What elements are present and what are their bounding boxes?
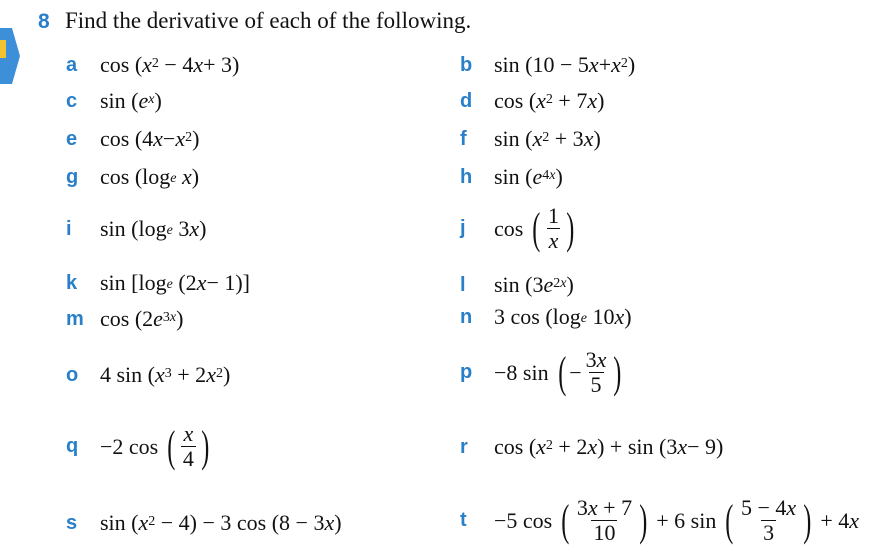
item-f (460, 126, 601, 152)
item-label: q (66, 435, 79, 457)
question-number: 8 (38, 10, 50, 33)
expression: cos ( $\frac{1}{x}$ ) (494, 203, 575, 253)
item-j (460, 204, 578, 253)
item-g (66, 164, 199, 190)
side-tab-mark (0, 40, 6, 58)
item-l (460, 272, 574, 298)
item-o (66, 362, 230, 388)
expression: sin (10 − 5 x + x $^2$ ) (494, 52, 636, 77)
item-k (66, 270, 250, 296)
item-q (66, 422, 213, 471)
item-t (460, 496, 859, 545)
item-label: g (66, 165, 79, 188)
item-label: j (460, 217, 466, 239)
expression: sin (3 e $^{2x}$ ) (494, 272, 574, 297)
item-label: e (66, 127, 78, 150)
item-d (460, 88, 604, 114)
item-label: b (460, 53, 473, 76)
item-label: n (460, 305, 473, 328)
expression: 3 cos (log $_e$ 10 x ) (494, 304, 632, 329)
item-label: h (460, 165, 473, 188)
expression: −2 cos ( $\frac{x}{4}$ ) (100, 421, 210, 471)
item-label: i (66, 217, 72, 240)
item-label: r (460, 435, 468, 458)
expression: cos ( x $^2$ − 4 x + 3) (100, 52, 240, 77)
item-s (66, 510, 342, 536)
expression: sin [log $_e$ (2 x − 1)] (100, 270, 250, 295)
item-c (66, 88, 162, 114)
item-label: m (66, 307, 84, 330)
item-label: c (66, 89, 78, 112)
expression: −5 cos ( $\frac{3x + 7}{10}$ ) + 6 sin ( $\frac{5 - 4x}{3}$ ) + 4 x (494, 495, 860, 545)
expression: sin ( e $^{4x}$ ) (494, 164, 563, 189)
expression: cos (log $_e$ x ) (100, 164, 200, 189)
item-i (66, 216, 206, 242)
item-a (66, 52, 239, 78)
item-label: a (66, 53, 78, 76)
expression: cos ( x $^2$ + 2 x ) + sin (3 x − 9) (494, 434, 724, 459)
item-m (66, 306, 183, 332)
expression: −8 sin ( − $\frac{3x}{5}$ ) (494, 347, 622, 397)
expression: 4 sin ( x $^3$ + 2 x $^2$ ) (100, 362, 231, 387)
item-p (460, 348, 625, 397)
item-n (460, 304, 632, 330)
item-label: s (66, 511, 78, 534)
item-e (66, 126, 199, 152)
item-label: d (460, 89, 473, 112)
expression: sin ( x $^2$ + 3 x ) (494, 126, 601, 151)
item-label: k (66, 271, 78, 294)
expression: sin ( e $^x$ ) (100, 88, 162, 113)
item-label: t (460, 509, 467, 531)
expression: cos ( x $^2$ + 7 x ) (494, 88, 605, 113)
question-text: Find the derivative of each of the following. (65, 8, 472, 33)
item-r (460, 434, 723, 460)
item-label: l (460, 273, 466, 296)
expression: sin (log $_e$ 3 x ) (100, 216, 207, 241)
item-label: f (460, 127, 467, 150)
item-label: o (66, 363, 79, 386)
item-label: p (460, 361, 473, 383)
expression: cos (4 x − x $^2$ ) (100, 126, 200, 151)
item-b (460, 52, 635, 78)
expression: sin ( x $^2$ − 4) − 3 cos (8 − 3 x ) (100, 510, 342, 535)
item-h (460, 164, 563, 190)
expression: cos (2 e $^{3x}$ ) (100, 306, 184, 331)
